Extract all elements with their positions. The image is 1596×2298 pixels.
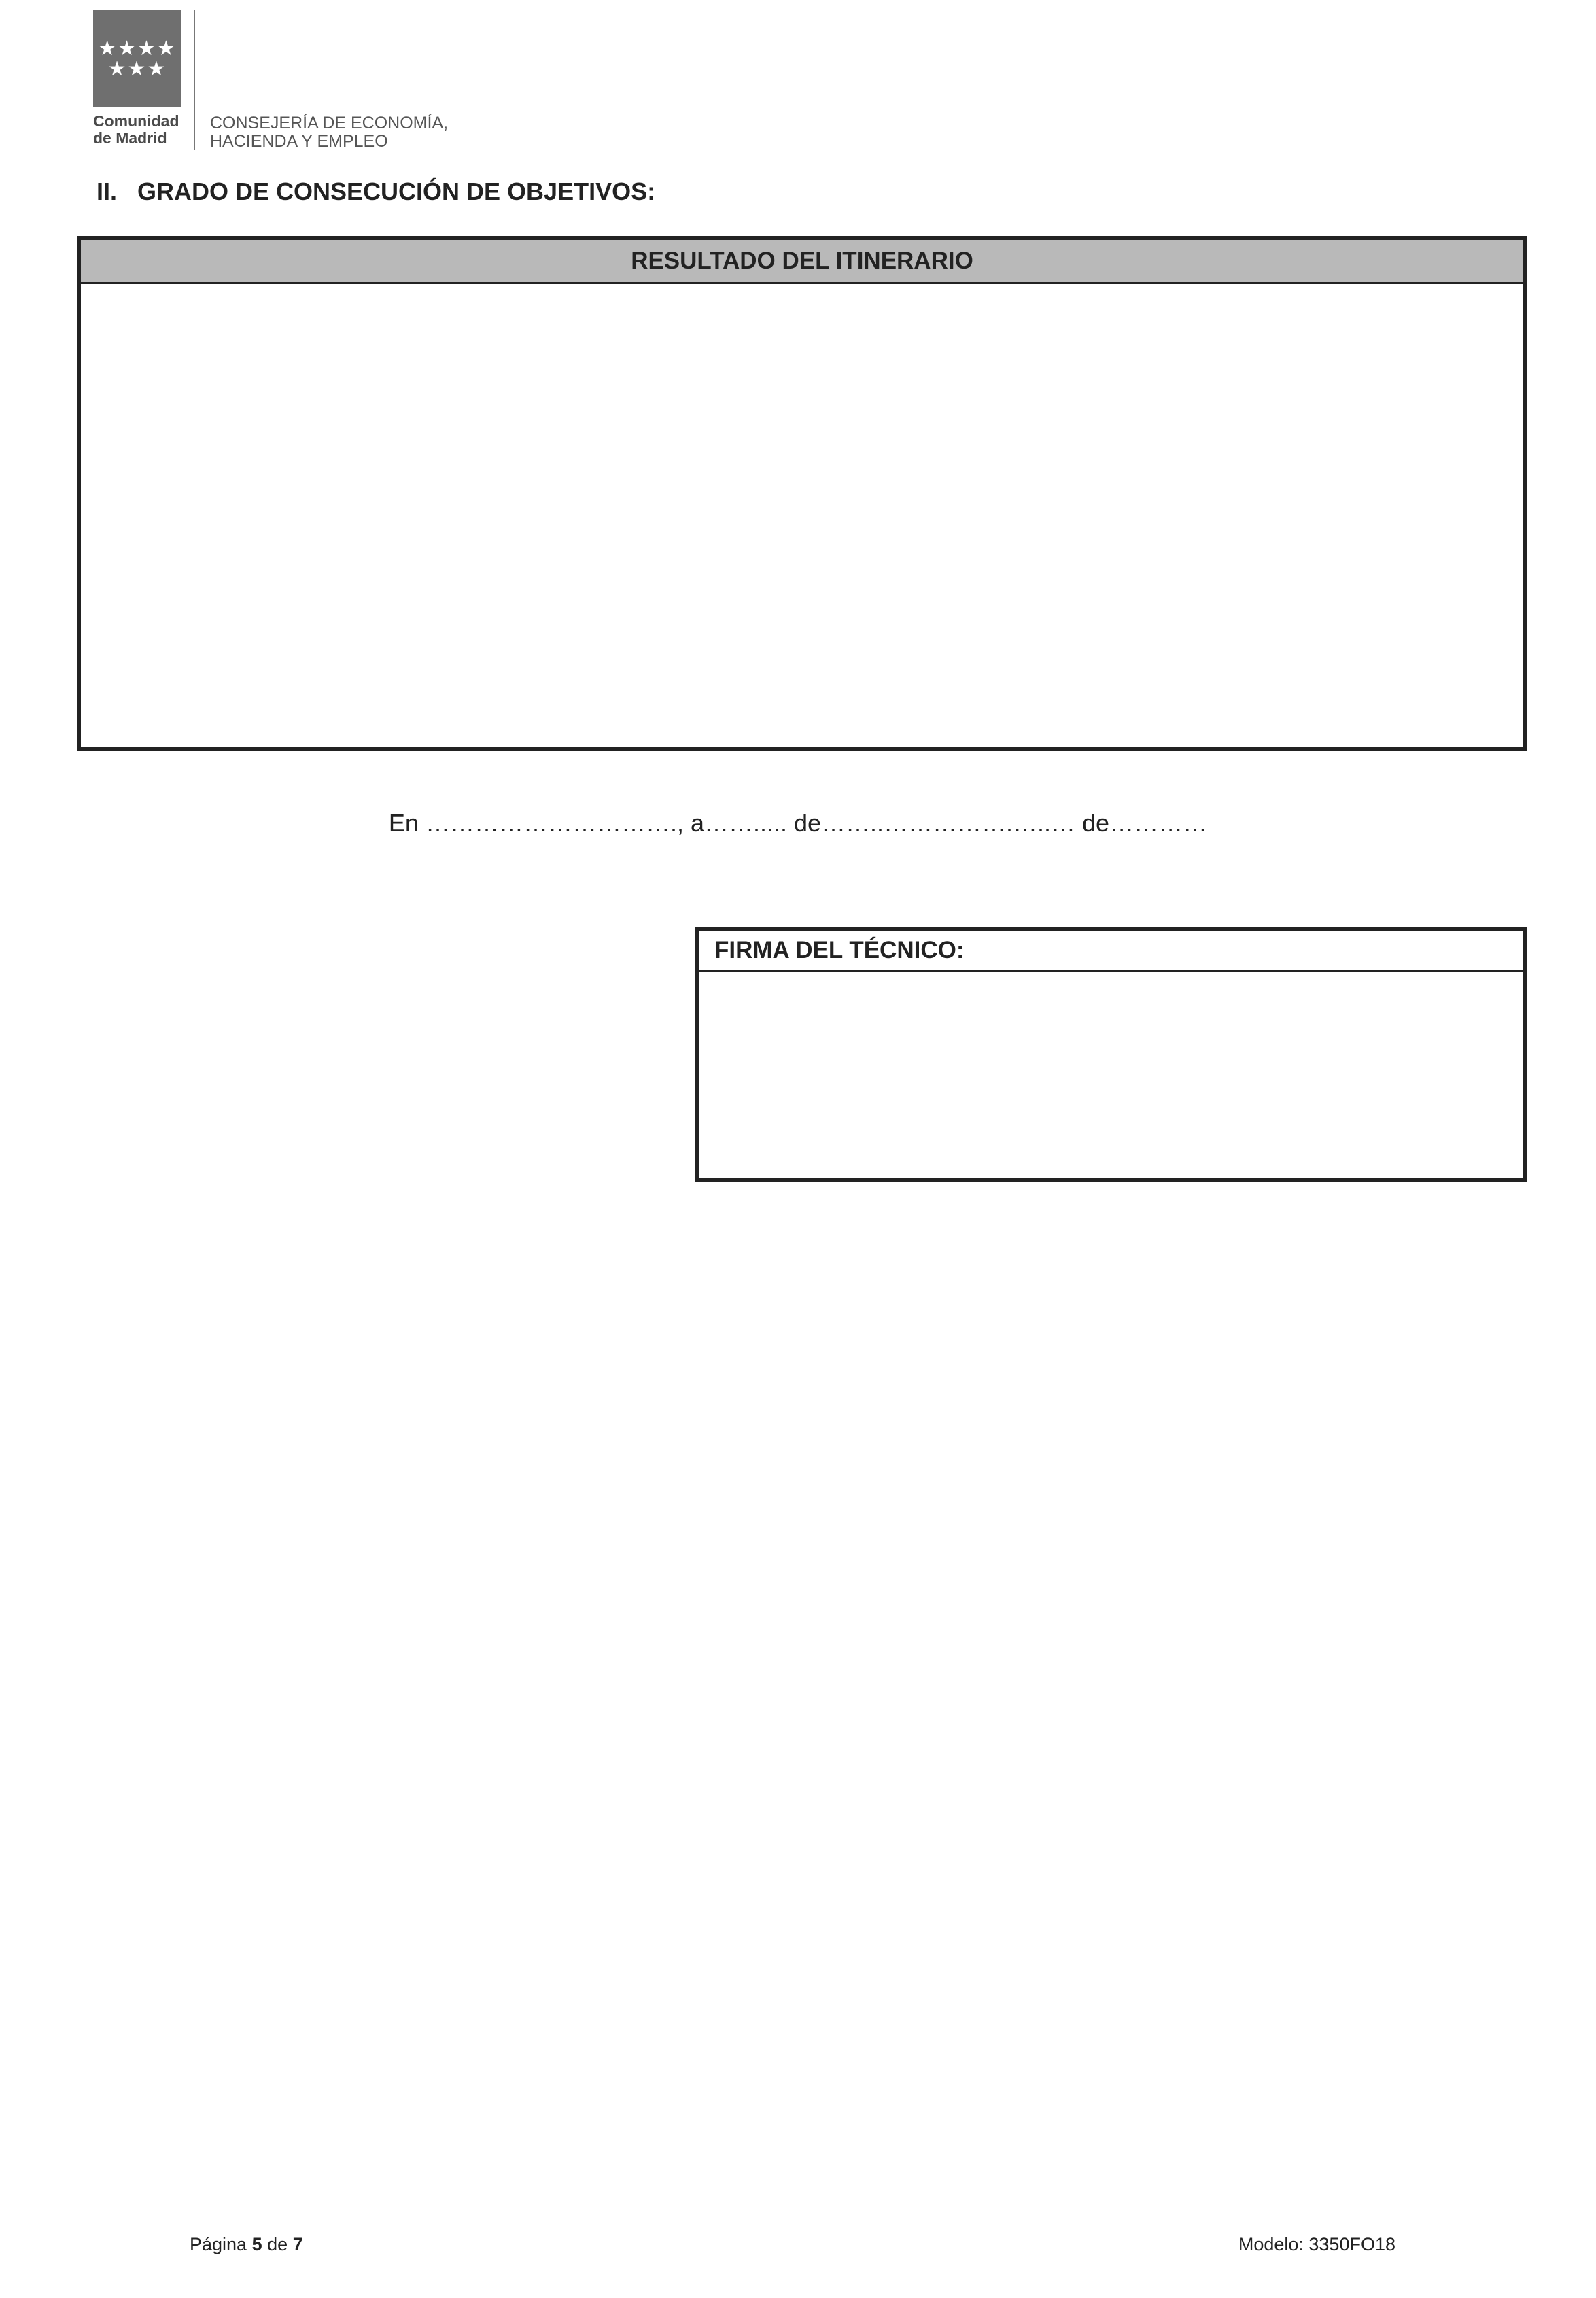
result-box — [77, 236, 1527, 751]
header-divider — [194, 10, 195, 150]
logo-text — [93, 113, 179, 147]
result-box-header: RESULTADO DEL ITINERARIO — [81, 240, 1523, 284]
page-number — [190, 2234, 303, 2255]
model-number: Modelo: 3350FO18 — [1238, 2234, 1395, 2254]
page-separator: de — [267, 2234, 288, 2254]
page-total: 7 — [292, 2234, 303, 2254]
section-title: II. GRADO DE CONSECUCIÓN DE OBJETIVOS: — [97, 177, 656, 205]
logo-stars-icon: ★★★★ ★★★ — [98, 37, 177, 80]
logo-text-line1: Comunidad — [93, 112, 179, 130]
logo-text-line2: de Madrid — [93, 129, 167, 147]
department-line1: CONSEJERÍA DE ECONOMÍA, — [210, 114, 449, 133]
department-name — [210, 114, 448, 151]
place-date-line[interactable]: En …………………………., a……..... de……..…………….…..… de………… — [388, 809, 1208, 837]
page-current: 5 — [251, 2234, 262, 2254]
page-prefix: Página — [190, 2234, 247, 2254]
signature-box — [695, 927, 1527, 1182]
signature-box-content[interactable] — [699, 972, 1523, 1178]
result-box-content[interactable] — [81, 284, 1523, 747]
department-line2: HACIENDA Y EMPLEO — [210, 132, 388, 151]
madrid-logo — [93, 10, 181, 107]
signature-box-header: FIRMA DEL TÉCNICO: — [699, 931, 1523, 972]
